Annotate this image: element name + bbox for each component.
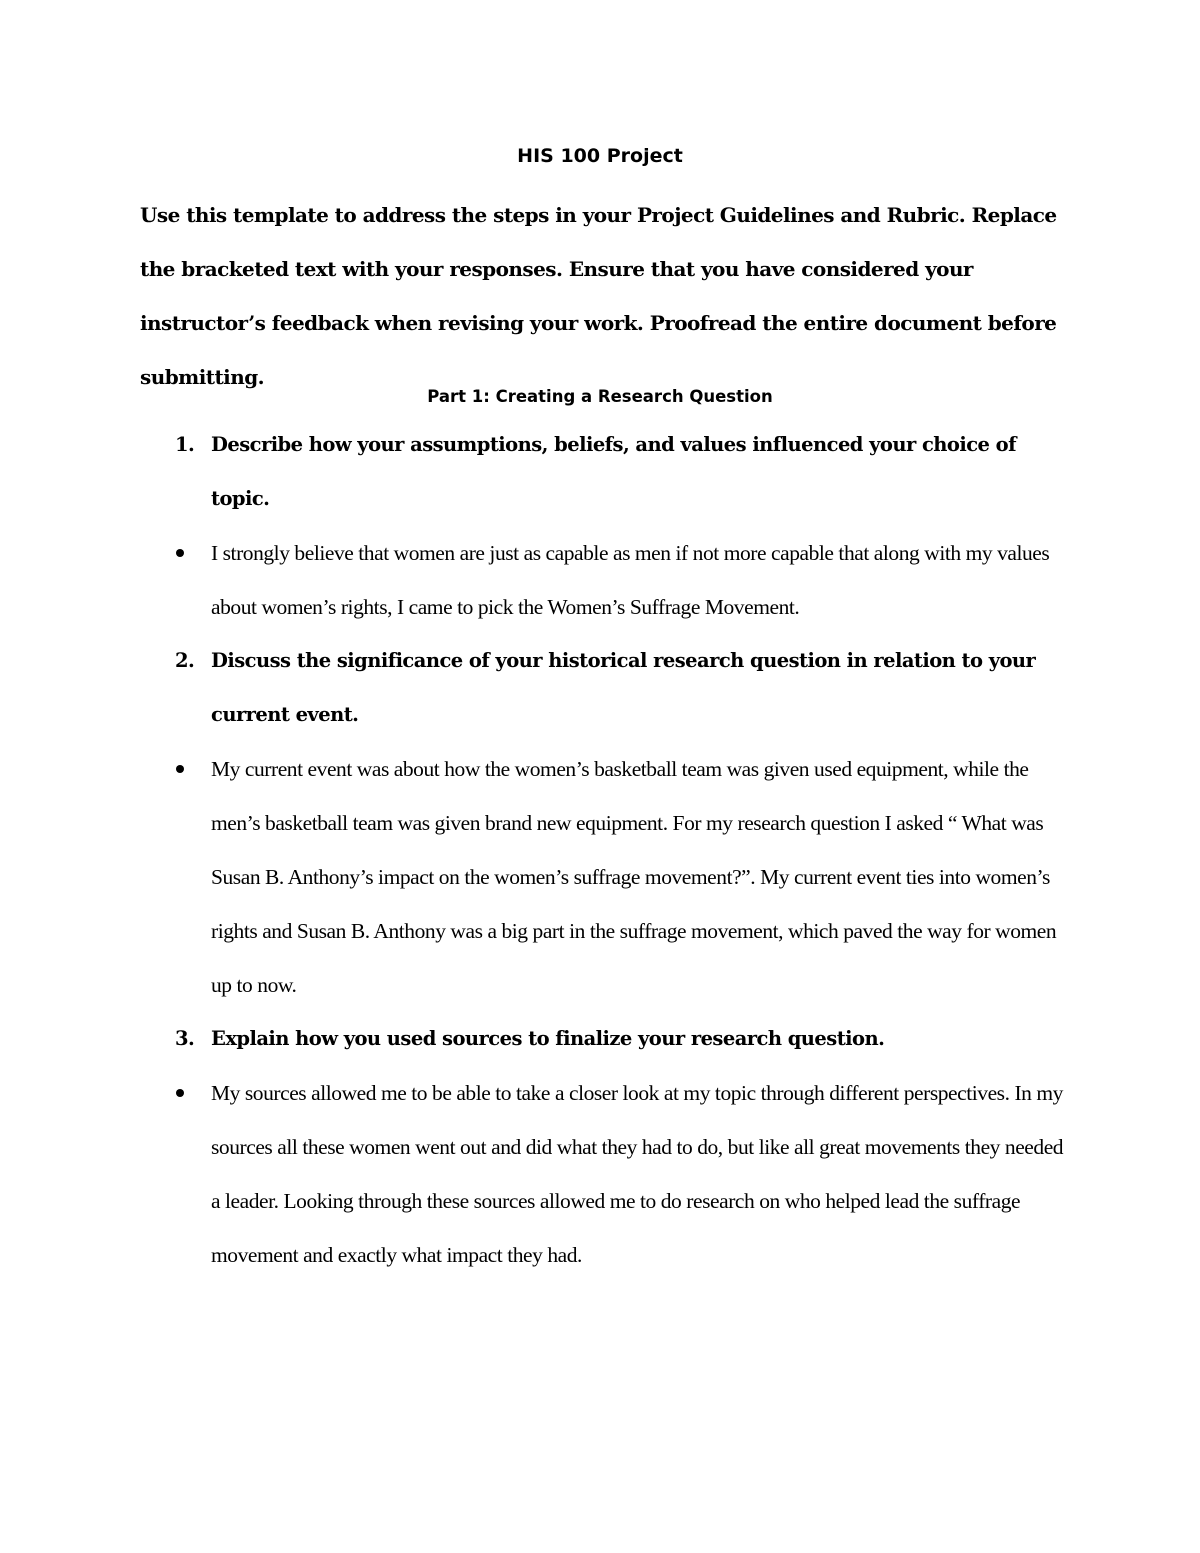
question-1 xyxy=(0,418,1071,526)
question-number: 2. xyxy=(175,649,195,672)
question-text: Explain how you used sources to finalize your research question. xyxy=(211,1027,885,1050)
question-3 xyxy=(0,1012,1071,1066)
answer-3 xyxy=(0,1066,1071,1282)
question-number: 1. xyxy=(175,433,195,456)
answer-2 xyxy=(0,742,1071,1012)
question-number: 3. xyxy=(175,1027,195,1050)
document-title: HIS 100 Project xyxy=(517,145,683,167)
question-text: Describe how your assumptions, beliefs, and values influenced your choice of topic. xyxy=(211,433,1016,510)
answer-text: My current event was about how the women’s basketball team was given used equipment, while the men’s basketball team was given brand new equipment. For my research question I asked “ What was Susan B. Anthony’s impact on the women’s suffrage movement?”. My current event ties into women’s rights and Susan B. Anthony was a big part in the suffrage movement, which paved the way for women up to now. xyxy=(211,757,1057,997)
part-heading: Part 1: Creating a Research Question xyxy=(427,387,773,406)
answer-text: My sources allowed me to be able to take a closer look at my topic through different perspectives. In my sources all these women went out and did what they had to do, but like all great movements they needed a leader. Looking through these sources allowed me to do research on who helped lead the suffrage movement and exactly what impact they had. xyxy=(211,1081,1064,1267)
bullet-icon xyxy=(176,765,184,773)
questions-list xyxy=(0,418,1200,1282)
question-text: Discuss the significance of your historical research question in relation to your current event. xyxy=(211,649,1036,726)
bullet-icon xyxy=(176,549,184,557)
bullet-icon xyxy=(176,1089,184,1097)
instructions-paragraph: Use this template to address the steps in your Project Guidelines and Rubric. Replace the bracketed text with your responses. Ensure that you have considered your instructor’s feedback when revising your work. Proofread the entire document before submitting. xyxy=(140,203,1057,389)
question-2 xyxy=(0,634,1071,742)
answer-text: I strongly believe that women are just as capable as men if not more capable that along with my values about women’s rights, I came to pick the Women’s Suffrage Movement. xyxy=(211,541,1050,619)
answer-1 xyxy=(0,526,1071,634)
